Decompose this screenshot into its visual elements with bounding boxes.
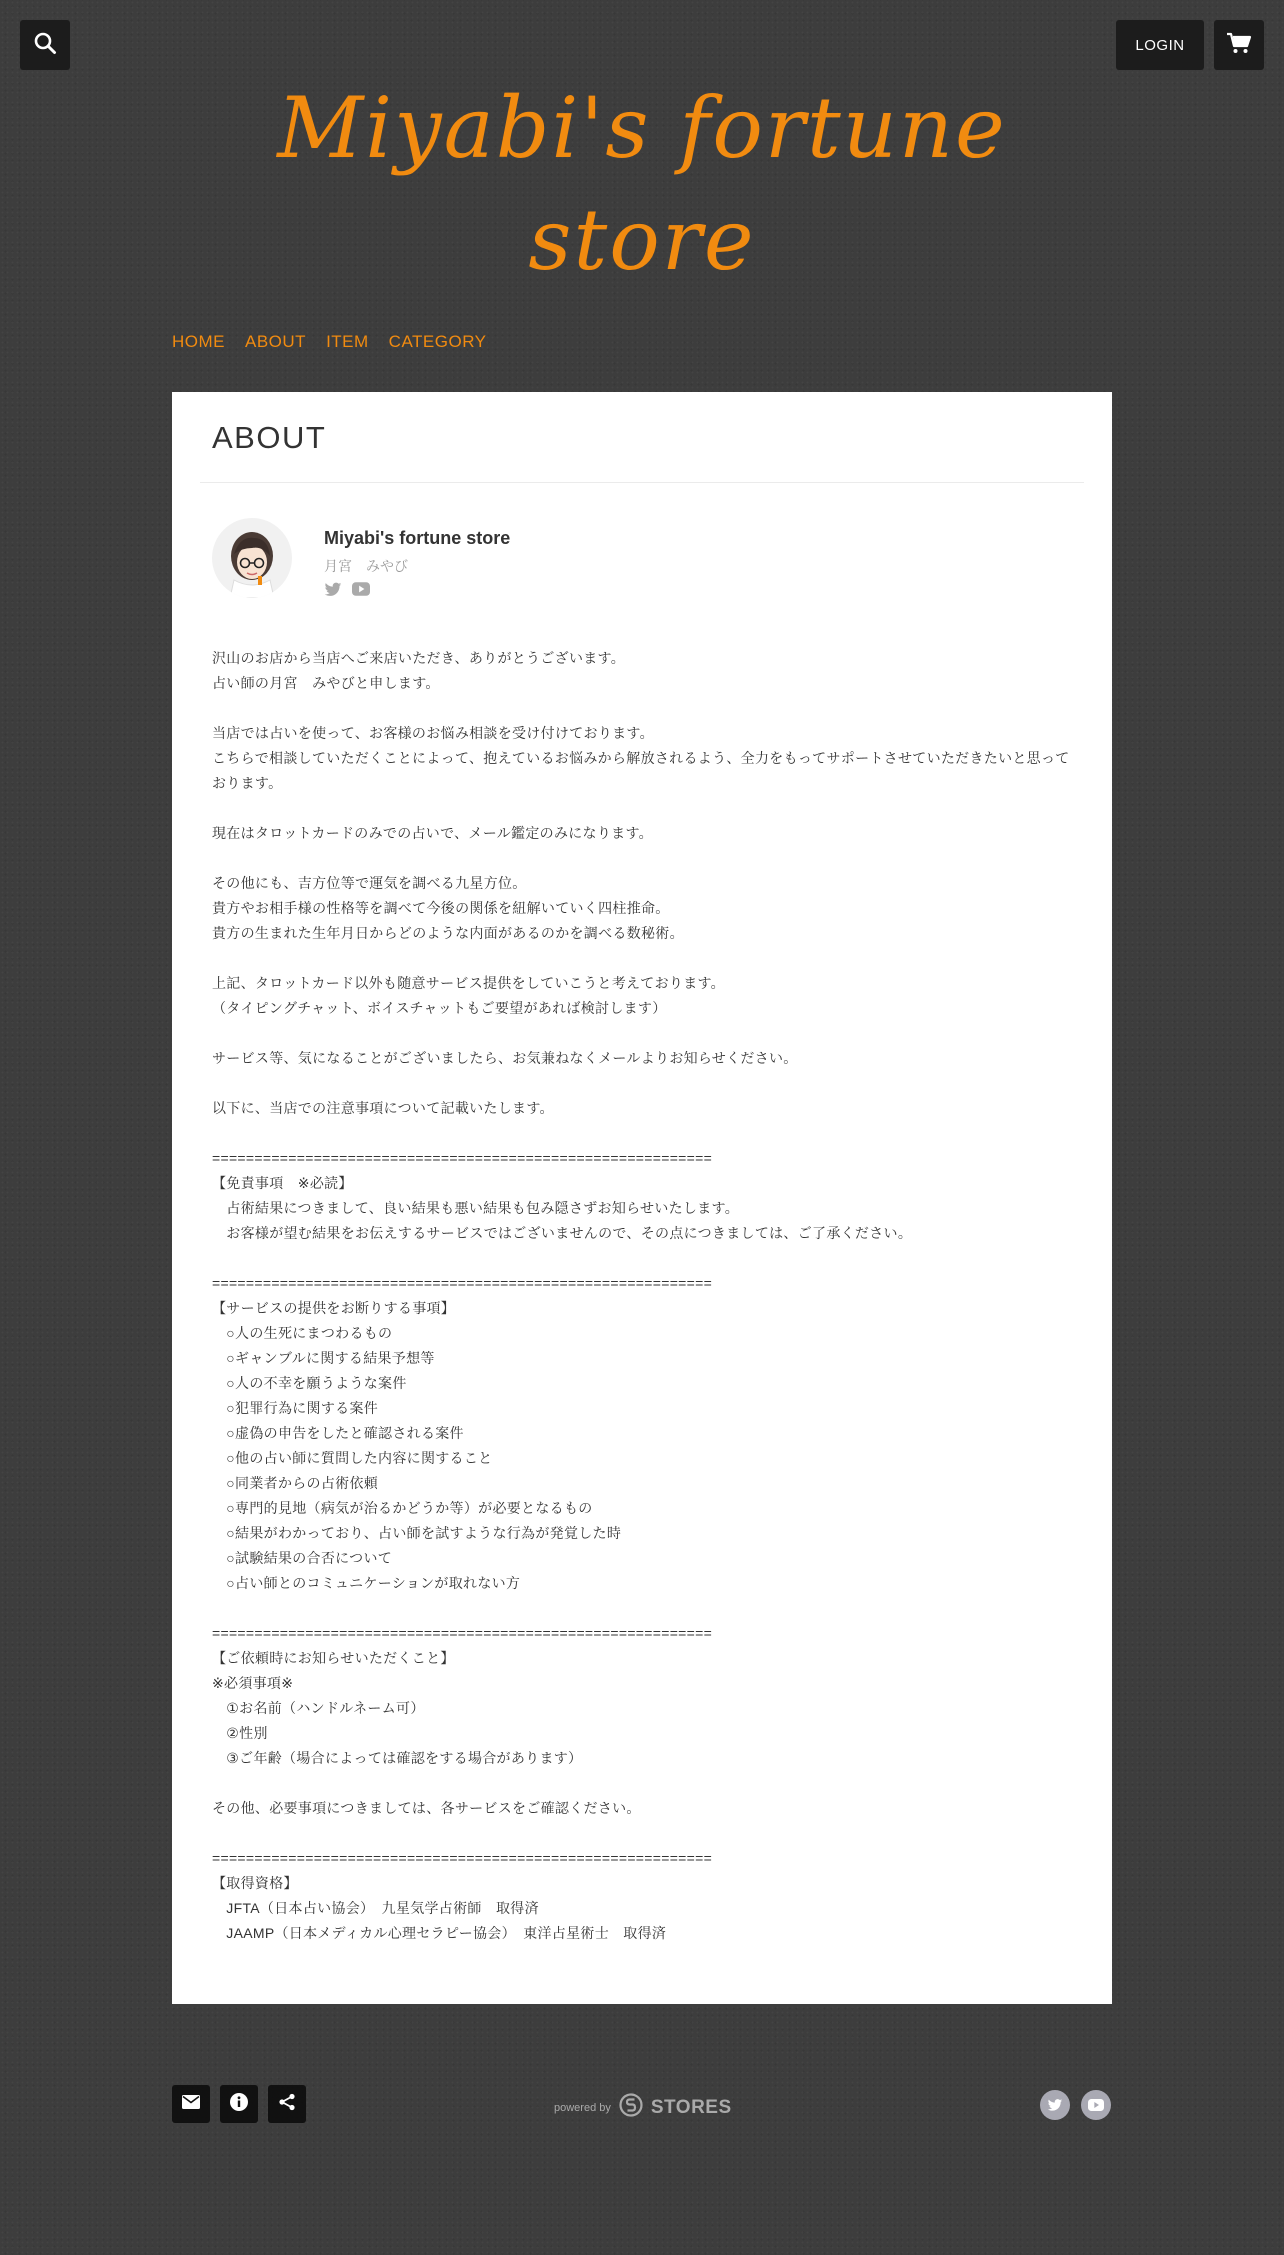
search-icon [33,31,57,60]
twitter-icon[interactable] [1040,2090,1070,2120]
body-line: 【ご依頼時にお知らせいただくこと】 [212,1650,455,1666]
body-line [212,1246,1076,1271]
youtube-icon[interactable] [1081,2090,1111,2120]
body-line: 【免責事項 ※必読】 [212,1175,353,1191]
body-line [212,846,1076,871]
info-icon [230,2093,248,2116]
cart-button[interactable] [1214,20,1264,70]
nav-home[interactable]: HOME [172,332,225,351]
body-line: 【サービスの提供をお断りする事項】 [212,1300,456,1316]
body-line: JFTA（日本占い協会） 九星気学占術師 取得済 [212,1900,539,1916]
body-line: ○専門的見地（病気が治るかどうか等）が必要となるもの [212,1500,593,1516]
body-line [212,1821,1076,1846]
body-line: 貴方の生まれた生年月日からどのような内面があるのかを調べる数秘術。 [212,925,684,941]
twitter-icon[interactable] [324,582,342,598]
share-icon [278,2093,296,2116]
body-line: 現在はタロットカードのみでの占いで、メール鑑定のみになります。 [212,825,653,841]
body-line: ○虚偽の申告をしたと確認される案件 [212,1425,464,1441]
body-line: その他、必要事項につきましては、各サービスをご確認ください。 [212,1800,641,1816]
stores-wordmark: STORES [650,2096,732,2118]
body-line [212,946,1076,971]
stores-logo-icon [619,2093,643,2122]
body-line: ○同業者からの占術依頼 [212,1475,379,1491]
logo-line-1: Miyabi's fortune [277,79,1007,177]
main-nav [172,332,487,352]
contact-button[interactable] [172,2085,210,2123]
body-line: ○犯罪行為に関する案件 [212,1400,379,1416]
page-title: ABOUT [212,420,327,455]
nav-item[interactable]: ITEM [326,332,369,351]
body-line: 【取得資格】 [212,1875,298,1891]
divider [200,482,1084,483]
cart-icon [1226,31,1252,60]
powered-by-label: powered by [554,2101,611,2114]
body-line [212,1771,1076,1796]
body-line [212,696,1076,721]
body-line: 占術結果につきまして、良い結果も悪い結果も包み隠さずお知らせいたします。 [212,1200,739,1216]
nav-category[interactable]: CATEGORY [388,332,487,351]
logo-line-2: store [528,191,756,289]
body-line: ②性別 [212,1725,268,1741]
body-line: お客様が望む結果をお伝えするサービスではございませんので、その点につきましては、ご了承ください。 [212,1225,913,1241]
body-line: ○人の生死にまつわるもの [212,1325,393,1341]
body-line: ①お名前（ハンドルネーム可） [212,1700,425,1716]
body-line: =========================================================== [212,1275,713,1291]
body-line: 当店では占いを使って、お客様のお悩み相談を受け付けております。 [212,725,654,741]
body-line: ○結果がわかっており、占い師を試すような行為が発覚した時 [212,1525,622,1541]
body-line: =========================================================== [212,1150,713,1166]
footer-social-links [1040,2090,1111,2120]
body-line: こちらで相談していただくことによって、抱えているお悩みから解放されるよう、全力をもってサポートさせていただきたいと思っております。 [212,750,1070,791]
avatar [212,518,292,598]
body-line [212,1596,1076,1621]
body-line: 以下に、当店での注意事項について記載いたします。 [212,1100,554,1116]
body-line: ○人の不幸を願うような案件 [212,1375,407,1391]
share-button[interactable] [268,2085,306,2123]
body-line [212,1121,1076,1146]
store-logo[interactable] [0,72,1284,296]
body-line: 上記、タロットカード以外も随意サービス提供をしていこうと考えております。 [212,975,725,991]
about-body-text [212,646,1076,1946]
body-line: =========================================================== [212,1850,713,1866]
profile-social-links [324,582,370,598]
powered-by-stores[interactable] [554,2093,732,2122]
body-line: サービス等、気になることがございましたら、お気兼ねなくメールよりお知らせください。 [212,1050,798,1066]
youtube-icon[interactable] [352,582,370,598]
body-line: ○占い師とのコミュニケーションが取れない方 [212,1575,521,1591]
body-line: ○試験結果の合否について [212,1550,393,1566]
about-card [172,392,1112,2004]
login-button[interactable]: LOGIN [1116,20,1204,70]
footer-buttons [172,2085,306,2123]
mail-icon [182,2095,200,2114]
body-line: （タイピングチャット、ボイスチャットもご要望があれば検討します） [212,1000,667,1016]
body-line [212,1071,1076,1096]
body-line: その他にも、吉方位等で運気を調べる九星方位。 [212,875,527,891]
search-button[interactable] [20,20,70,70]
body-line: ○他の占い師に質問した内容に関すること [212,1450,493,1466]
owner-name: 月宮 みやび [324,558,408,574]
body-line [212,1021,1076,1046]
info-button[interactable] [220,2085,258,2123]
body-line: ※必須事項※ [212,1675,294,1691]
body-line [212,796,1076,821]
body-line: 占い師の月宮 みやびと申します。 [212,675,440,691]
body-line: =========================================================== [212,1625,713,1641]
body-line: JAAMP（日本メディカル心理セラピー協会） 東洋占星術士 取得済 [212,1925,667,1941]
body-line: 沢山のお店から当店へご来店いただき、ありがとうございます。 [212,650,626,666]
body-line: 貴方やお相手様の性格等を調べて今後の関係を紐解いていく四柱推命。 [212,900,670,916]
nav-about[interactable]: ABOUT [245,332,307,351]
store-name: Miyabi's fortune store [324,528,511,548]
body-line: ③ご年齢（場合によっては確認をする場合があります） [212,1750,583,1766]
body-line: ○ギャンブルに関する結果予想等 [212,1350,435,1366]
